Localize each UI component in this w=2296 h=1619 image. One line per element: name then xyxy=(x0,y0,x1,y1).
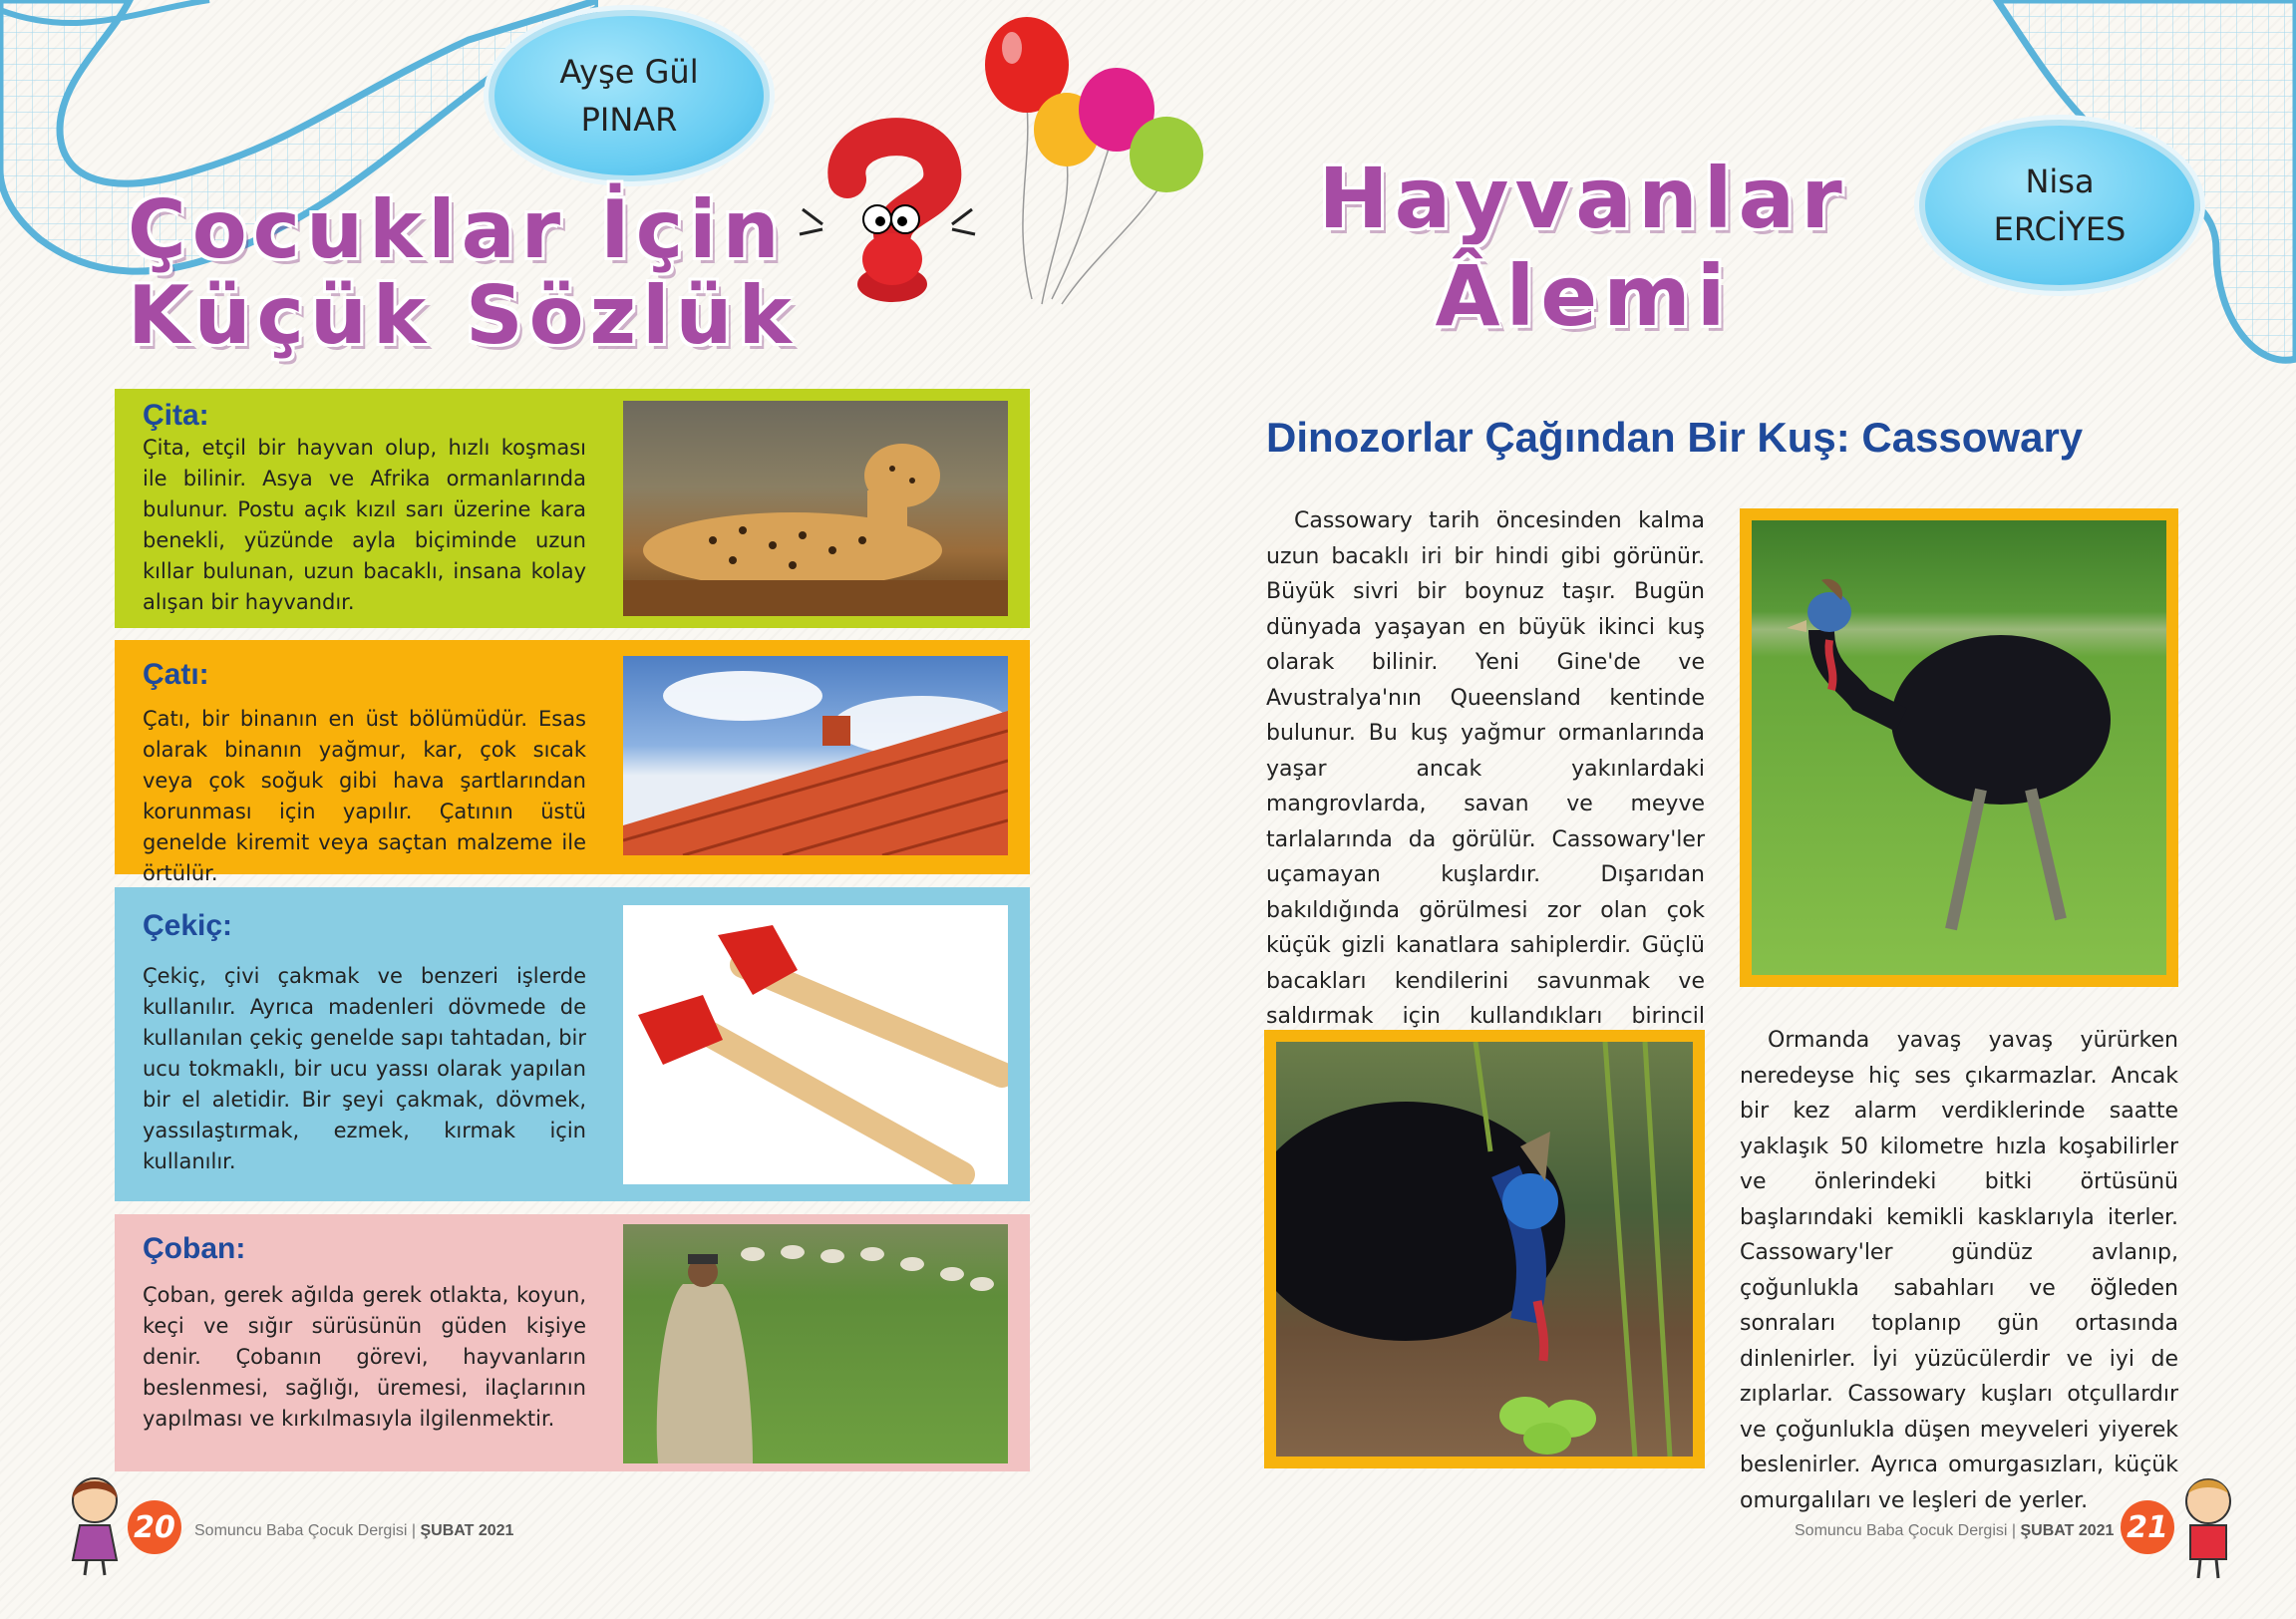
card-term: Çita: xyxy=(143,399,209,432)
footer-left xyxy=(194,1522,513,1540)
card-term: Çekiç: xyxy=(143,909,233,942)
author-first-name: Nisa xyxy=(2025,162,2095,200)
title-line-1: Hayvanlar xyxy=(1318,150,1848,247)
author-bubble-right xyxy=(1919,120,2200,291)
magazine-name: Somuncu Baba Çocuk Dergisi xyxy=(1795,1522,2008,1539)
card-definition: Çoban, gerek ağılda gerek otlakta, koyun, keçi ve sığır sürüsünün güden kişiye denir. Çobanın görevi, hayvanların beslenmesi, sağlığı, üremesi, ilaçlarının yapılması ve kırkılmasıyla ilgilenmektir. xyxy=(143,1283,586,1431)
title-line-2: Âlemi xyxy=(1435,247,1732,345)
cheetah-photo xyxy=(623,401,1008,616)
page-title-right xyxy=(1264,150,1902,345)
footer-separator: | xyxy=(407,1522,421,1539)
author-bubble-left xyxy=(489,10,770,181)
dictionary-card-cati xyxy=(115,640,1030,885)
author-last-name: PINAR xyxy=(580,101,678,139)
card-definition: Çita, etçil bir hayvan olup, hızlı koşması ile bilinir. Asya ve Afrika ormanlarında bulunur. Postu açık kızıl sarı üzerine kara benekli, yüzünde ayla biçiminde uzun kıllar bulunan, uzun bacaklı, insana kolay alışan bir hayvandır. xyxy=(143,436,586,614)
roof-photo xyxy=(623,656,1008,855)
footer-right xyxy=(1795,1522,2114,1540)
issue-date: ŞUBAT 2021 xyxy=(420,1522,514,1539)
page-number-left: 20 xyxy=(128,1500,181,1554)
card-term: Çoban: xyxy=(143,1232,246,1265)
article-paragraph-1: Cassowary tarih öncesinden kalma uzun bacaklı iri bir hindi gibi görünür. Büyük sivri bir boynuz taşır. Bugün dünyada yaşayan en büyük ikinci kuş olarak bilinir. Yeni Gine'de ve Avustralya'nın Queensland kentinde bulunur. Bu kuş yağmur ormanlarında yaşar ancak yakınlardaki mangrovlarda, savan ve meyve tarlalarında da görülür. Cassowary'ler uçamayan kuşlardır. Dışarıdan bakıldığında görülmesi zor olan çok küçük gizli kanatlara sahiplerdir. Güçlü bacakları kendilerini savunmak ve saldırmak için kullandıkları birincil xyxy=(1266,508,1705,1029)
hammer-photo xyxy=(623,905,1008,1184)
dictionary-card-cita xyxy=(115,389,1030,628)
article-heading: Dinozorlar Çağından Bir Kuş: Cassowary xyxy=(1266,414,2084,461)
issue-date: ŞUBAT 2021 xyxy=(2020,1522,2115,1539)
shepherd-photo xyxy=(623,1224,1008,1463)
article-paragraph-2: Ormanda yavaş yavaş yürürken neredeyse hiç ses çıkarmazlar. Ancak bir kez alarm verdiklerinde saatte yaklaşık 50 kilometre hızla koşabilirler ve önlerindeki bitki örtüsünü başlarındaki kemikli kasklarıyla iterler. Cassowary'ler gündüz avlanıp, çoğunlukla sabahları ve öğleden sonraları toplanıp gün ortasında dinlenirler. İyi yüzücülerdir ve iyi de zıplarlar. Cassowary kuşları otçullardır ve çoğunlukla düşen meyveleri yiyerek beslenirler. Ayrıca omurgasızları, küçük omurgalıları ve leşleri de yerler. xyxy=(1740,1028,2178,1513)
dictionary-card-cekic xyxy=(115,887,1030,1201)
balloons-icon xyxy=(972,10,1231,309)
girl-mascot-icon xyxy=(55,1470,135,1580)
cassowary-nest-photo xyxy=(1264,1030,1705,1468)
title-line-1: Çocuklar İçin xyxy=(128,183,786,276)
page-number-right: 21 xyxy=(2121,1500,2174,1554)
card-definition: Çatı, bir binanın en üst bölümüdür. Esas olarak binanın yağmur, kar, çok sıcak veya çok soğuk gibi hava şartlarından korunması için yapılır. Çatının üstü genelde kiremit veya saçtan malzeme ile örtülür. xyxy=(143,707,586,885)
author-last-name: ERCİYES xyxy=(1993,210,2127,248)
boy-mascot-icon xyxy=(2168,1473,2248,1583)
title-line-2: Küçük Sözlük xyxy=(128,269,798,362)
magazine-name: Somuncu Baba Çocuk Dergisi xyxy=(194,1522,408,1539)
dictionary-card-coban xyxy=(115,1214,1030,1471)
page-title-left xyxy=(128,183,798,362)
cassowary-walking-photo xyxy=(1740,508,2178,987)
author-first-name: Ayşe Gül xyxy=(559,53,699,91)
card-definition: Çekiç, çivi çakmak ve benzeri işlerde kullanılır. Ayrıca madenleri dövmede de kullanılan çekiç genelde sapı tahtadan, bir ucu tokmaklı, bir ucu yassı olarak yapılan bir el aletidir. Bir şeyi çakmak, dövmek, yassılaştırmak, ezmek, kırmak için kullanılır. xyxy=(143,964,586,1173)
question-mark-mascot-icon xyxy=(798,110,977,319)
card-term: Çatı: xyxy=(143,658,209,691)
footer-separator: | xyxy=(2007,1522,2021,1539)
